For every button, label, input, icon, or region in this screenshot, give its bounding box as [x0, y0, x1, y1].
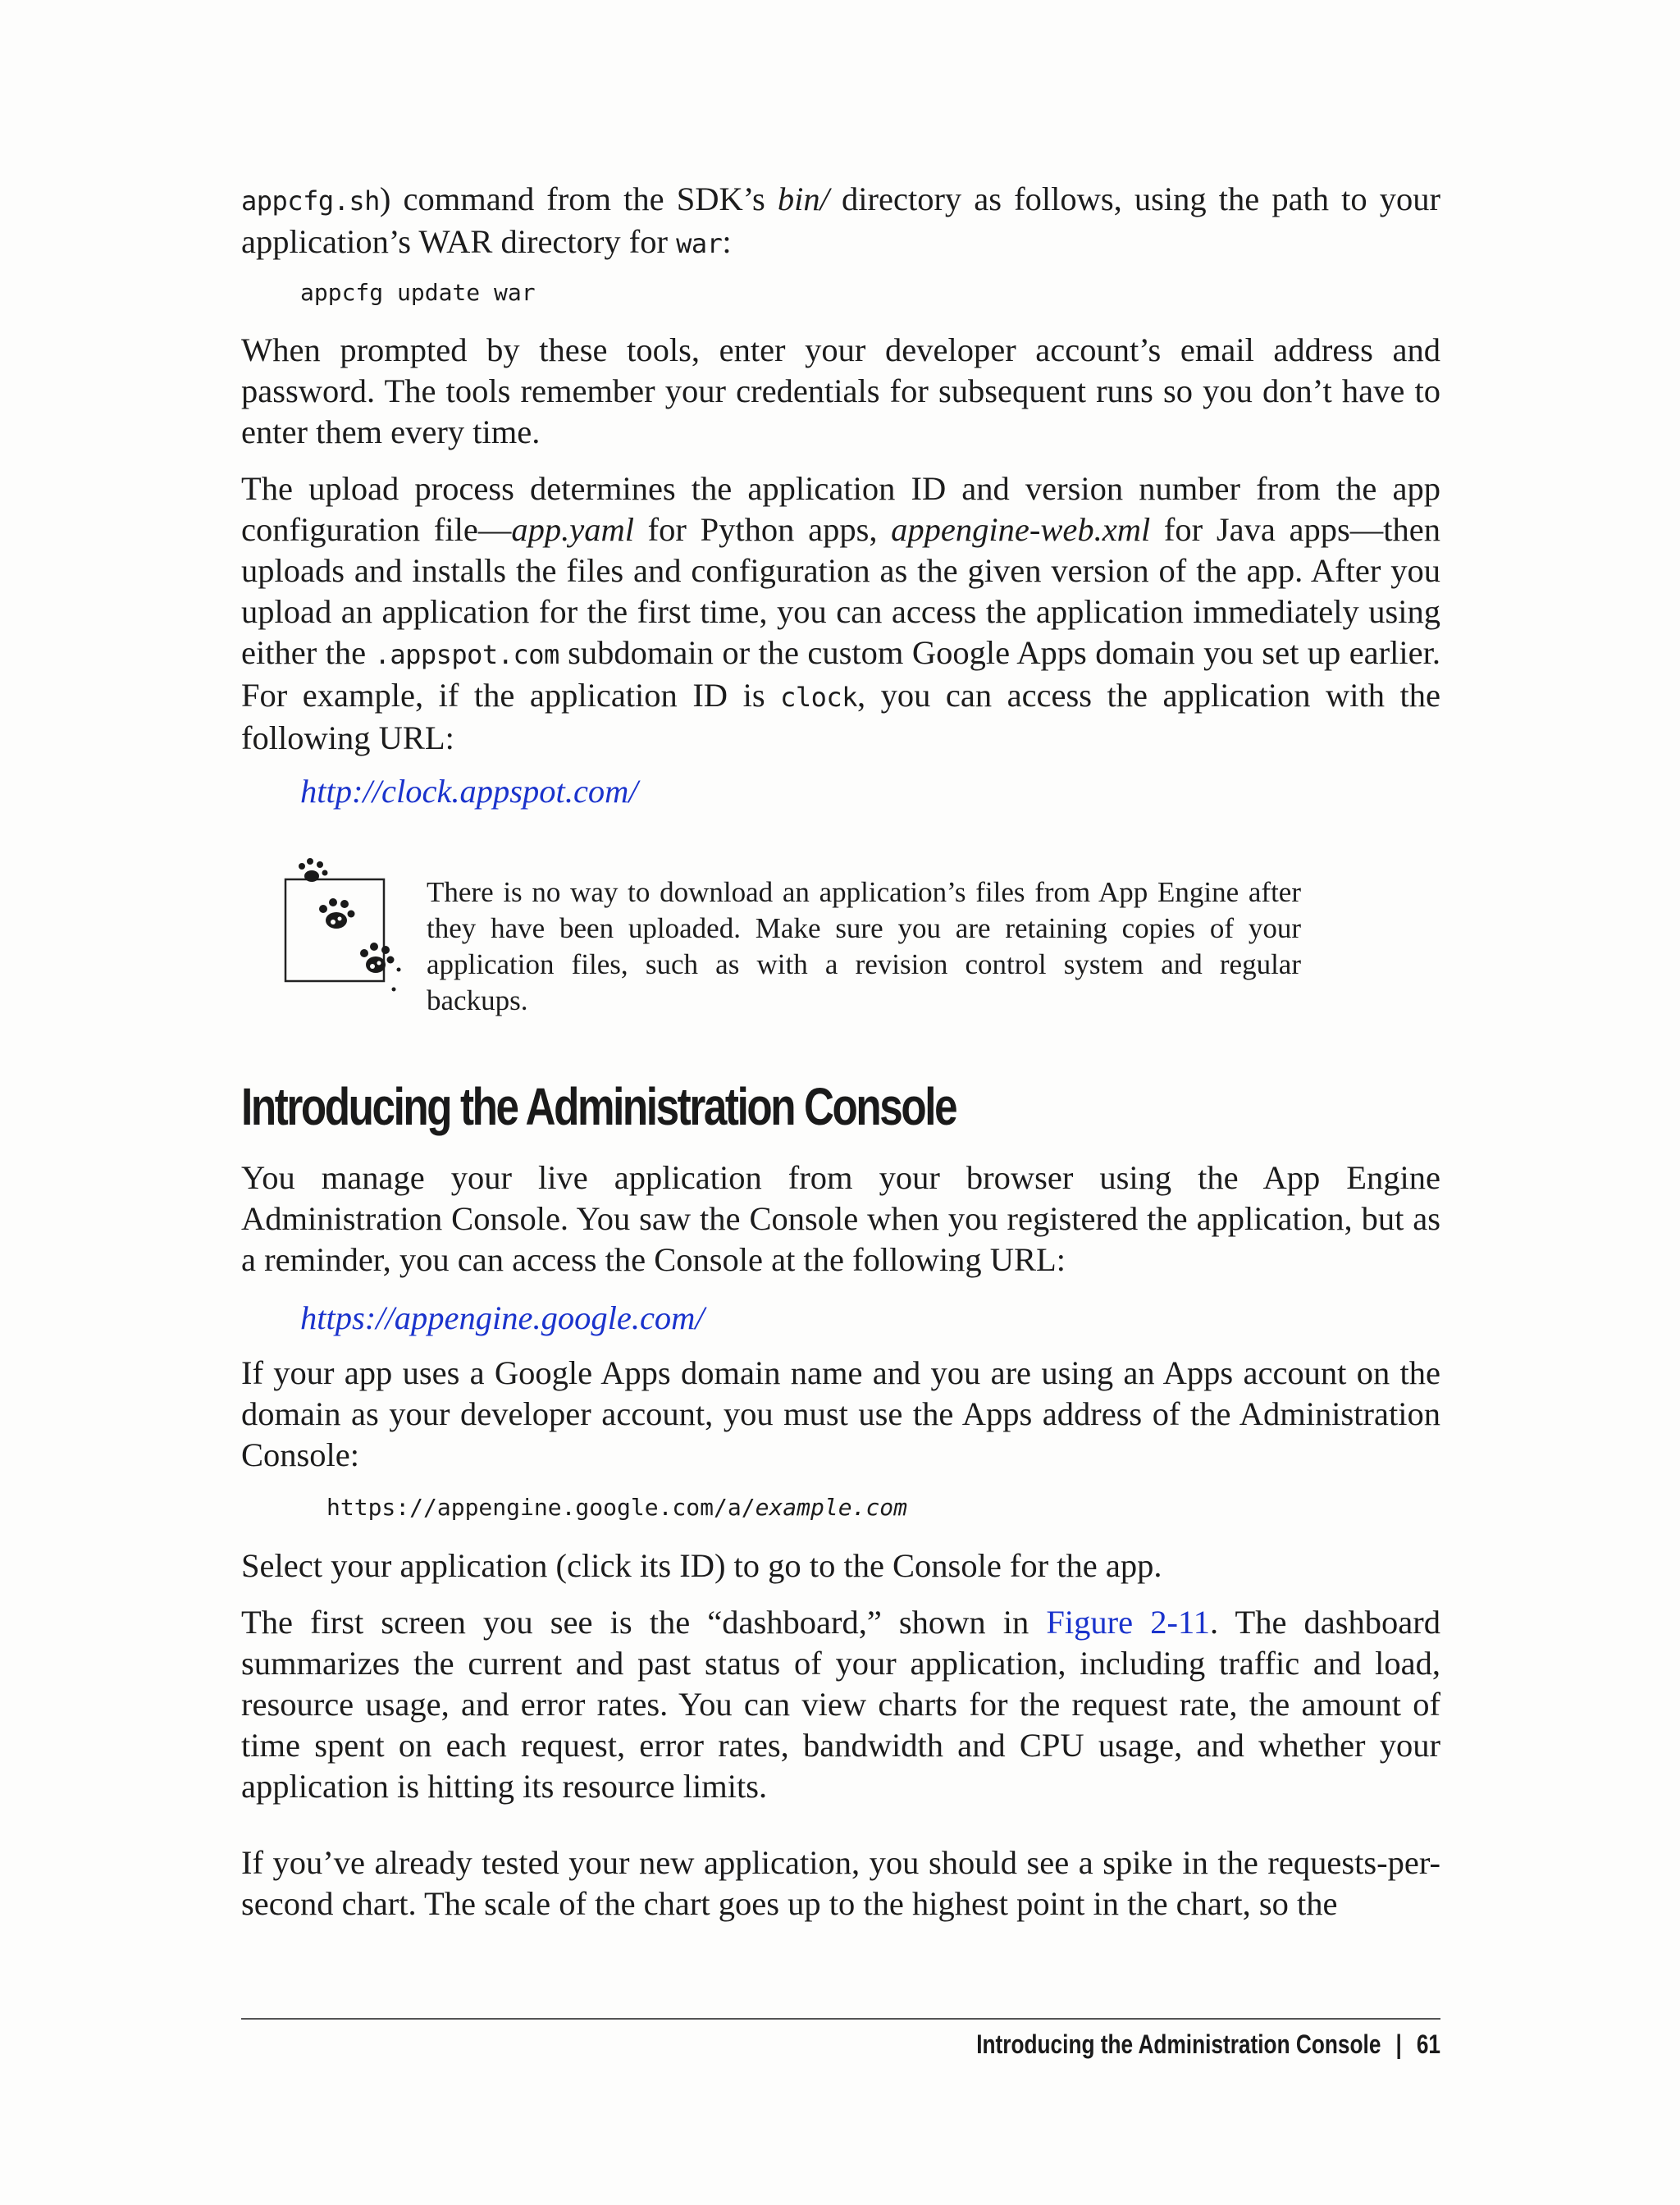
paw-print-note-icon: [279, 845, 427, 1009]
paragraph-spike: If you’ve already tested your new application, you should see a spike in the requests-per-second chart. The scale of the chart goes up to the highest point in the chart, so the: [241, 1844, 1440, 1922]
paragraph-appcfg: appcfg.sh) command from the SDK’s bin/ directory as follows, using the path to your application’s WAR directory for war:: [241, 180, 1441, 260]
section-heading: Introducing the Administration Console: [241, 1077, 956, 1136]
figure-link[interactable]: Figure 2-11: [1046, 1604, 1210, 1641]
footer-divider: [241, 2018, 1440, 2020]
paragraph-credentials: When prompted by these tools, enter your developer account’s email address and password. The tools remember your credentials for subsequent runs so you don’t have to enter them every time.: [241, 331, 1440, 450]
directory-name: bin/: [777, 180, 829, 217]
paragraph-apps-domain: If your app uses a Google Apps domain name and you are using an Apps account on the domain as your developer account, you must use the Apps address of the Administration Console:: [241, 1354, 1440, 1473]
url-link-clock[interactable]: http://clock.appspot.com/: [300, 773, 638, 810]
code-listing: appcfg update war: [300, 279, 536, 306]
paragraph-dashboard: The first screen you see is the “dashboard,” shown in Figure 2-11. The dashboard summarizes the current and past status of your application, including traffic and load, resource usage, and error rates. You can view charts for the request rate, the amount of time spent on each request, error rates, bandwidth and CPU usage, and whether your application is hitting its resource limits.: [241, 1604, 1440, 1805]
paragraph-upload-process: The upload process determines the application ID and version number from the app configuration file—app.yaml for Python apps, appengine-web.xml for Java apps—then uploads and installs the files and configuration as the given version of the app. After you upload an application for the first time, you can access the application immediately using either the .appspot.com subdomain or the custom Google Apps domain you set up earlier. For example, if the application ID is clock, you can access the application with the following URL:: [241, 470, 1440, 756]
url-link-appengine[interactable]: https://appengine.google.com/: [300, 1299, 705, 1336]
inline-code: war: [676, 228, 723, 259]
paragraph-select-app: Select your application (click its ID) to go to the Console for the app.: [241, 1547, 1162, 1584]
inline-code: appcfg.sh: [241, 185, 380, 217]
inline-code: clock: [780, 682, 857, 713]
page-number: 61: [1416, 2029, 1440, 2059]
code-listing-apps-url: https://appengine.google.com/a/example.com: [326, 1494, 908, 1521]
running-footer: Introducing the Administration Console | 61: [976, 2029, 1440, 2059]
inline-code: .appspot.com: [374, 639, 559, 670]
paragraph-manage-app: You manage your live application from your browser using the App Engine Administration Console. You saw the Console when you registered the application, but as a reminder, you can access the Console at the following URL:: [241, 1159, 1440, 1278]
note-callout-text: There is no way to download an application’s files from App Engine after they have been uploaded. Make sure you are retaining copies of your application files, such as with a revision control system and regular backups.: [427, 876, 1301, 1016]
